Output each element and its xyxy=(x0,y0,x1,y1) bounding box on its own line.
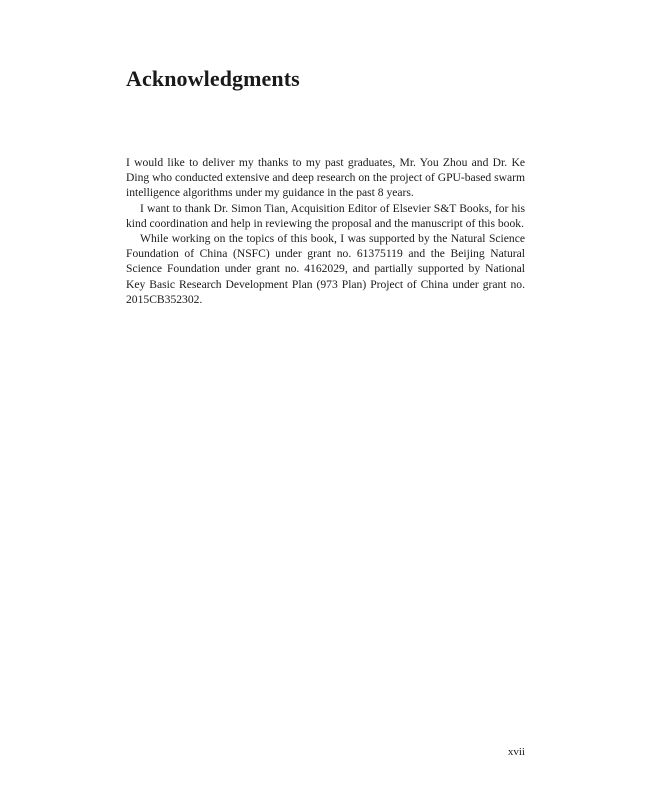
acknowledgments-body xyxy=(126,155,525,307)
paragraph-funding: While working on the topics of this book, I was supported by the Natural Science Foundation of China (NSFC) under grant no. 61375119 and the Beijing Natural Science Foundation under grant no. 4162029, and partially supported by National Key Basic Research Development Plan (973 Plan) Project of China under grant no. 2015CB352302. xyxy=(126,232,525,306)
page-number: xvii xyxy=(507,746,525,758)
paragraph-editor: I want to thank Dr. Simon Tian, Acquisition Editor of Elsevier S&T Books, for his kind coordination and help in reviewing the proposal and the manuscript of this book. xyxy=(126,201,525,230)
chapter-title: Acknowledgments xyxy=(126,66,300,91)
paragraph-graduates: I would like to deliver my thanks to my past graduates, Mr. You Zhou and Dr. Ke Ding who conducted extensive and deep research on the project of GPU-based swarm intelligence algorithms under my guidance in the past 8 years. xyxy=(126,156,525,200)
